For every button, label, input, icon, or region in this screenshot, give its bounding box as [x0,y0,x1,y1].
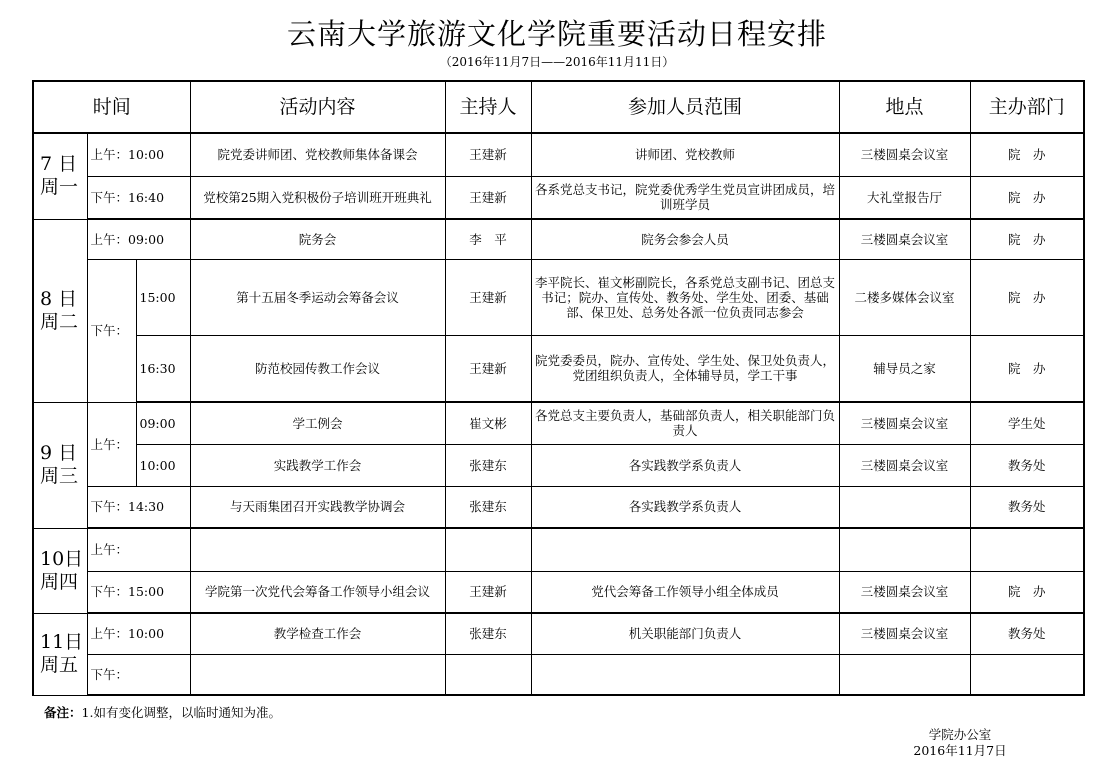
date-range-subtitle: （2016年11月7日——2016年11月11日） [439,55,675,69]
weekday-label: 周二 [40,310,79,333]
day-cell [33,613,87,695]
department-cell: 教务处 [970,444,1084,486]
location-cell: 三楼圆桌会议室 [839,444,970,486]
day-cell [33,402,87,528]
header-row [33,81,1084,133]
location-cell: 三楼圆桌会议室 [839,613,970,654]
department-cell [970,654,1084,695]
time-cell: 下午：14:30 [87,486,190,528]
participants-cell: 各实践教学系负责人 [531,444,839,486]
host-cell: 李 平 [445,219,531,259]
department-cell [970,528,1084,571]
activity-cell: 实践教学工作会 [190,444,445,486]
table-row [33,528,1084,571]
period-cell: 下午： [87,259,136,402]
location-cell [839,528,970,571]
weekday-label: 周一 [40,176,79,199]
participants-cell [531,654,839,695]
department-cell: 教务处 [970,486,1084,528]
header-activity: 活动内容 [190,81,445,133]
department-cell: 学生处 [970,402,1084,444]
department-cell: 院 办 [970,176,1084,219]
host-cell: 张建东 [445,613,531,654]
department-cell: 院 办 [970,219,1084,259]
document-title: 云南大学旅游文化学院重要活动日程安排 [286,17,827,51]
location-cell: 辅导员之家 [839,335,970,402]
table-row [33,444,1084,486]
time-cell: 09:00 [136,402,190,444]
header-time: 时间 [33,81,190,133]
activity-cell: 院党委讲师团、党校教师集体备课会 [190,133,445,176]
location-cell [839,486,970,528]
remarks-text: 1.如有变化调整，以临时通知为准。 [81,705,281,720]
host-cell: 张建东 [445,444,531,486]
header-department: 主办部门 [970,81,1084,133]
host-cell: 张建东 [445,486,531,528]
department-cell: 院 办 [970,335,1084,402]
table-row [33,571,1084,613]
schedule-table [32,80,1085,696]
weekday-label: 周三 [40,465,79,487]
header-host: 主持人 [445,81,531,133]
host-cell: 王建新 [445,259,531,335]
table-row [33,259,1084,335]
table-row [33,133,1084,176]
host-cell: 崔文彬 [445,402,531,444]
table-row [33,219,1084,259]
participants-cell [531,528,839,571]
table-row [33,654,1084,695]
location-cell: 二楼多媒体会议室 [839,259,970,335]
day-label: 10日 [40,547,84,570]
participants-cell: 各系党总支书记，院党委优秀学生党员宣讲团成员，培训班学员 [531,176,839,219]
time-cell: 16:30 [136,335,190,402]
day-label: 8 日 [40,287,78,310]
host-cell [445,528,531,571]
period-cell: 上午： [87,402,136,486]
host-cell: 王建新 [445,335,531,402]
participants-cell: 院党委委员，院办、宣传处、学生处、保卫处负责人，党团组织负责人，全体辅导员，学工干事 [531,335,839,402]
time-cell: 15:00 [136,259,190,335]
header-location: 地点 [839,81,970,133]
department-cell: 院 办 [970,571,1084,613]
activity-cell: 学院第一次党代会筹备工作领导小组会议 [190,571,445,613]
day-label: 7 日 [40,153,78,176]
remarks-label: 备注： [44,705,82,720]
header-participants: 参加人员范围 [531,81,839,133]
host-cell: 王建新 [445,133,531,176]
activity-cell [190,528,445,571]
location-cell: 三楼圆桌会议室 [839,402,970,444]
participants-cell: 各实践教学系负责人 [531,486,839,528]
participants-cell: 机关职能部门负责人 [531,613,839,654]
department-cell: 教务处 [970,613,1084,654]
location-cell [839,654,970,695]
issue-date: 2016年11月7日 [913,743,1007,758]
host-cell: 王建新 [445,571,531,613]
remarks [44,705,281,721]
activity-cell: 党校第25期入党积极份子培训班开班典礼 [190,176,445,219]
table-row [33,176,1084,219]
location-cell: 三楼圆桌会议室 [839,133,970,176]
table-row [33,402,1084,444]
table-row [33,613,1084,654]
time-cell: 下午： [87,654,190,695]
location-cell: 三楼圆桌会议室 [839,571,970,613]
activity-cell: 教学检查工作会 [190,613,445,654]
participants-cell: 讲师团、党校教师 [531,133,839,176]
time-cell: 下午：15:00 [87,571,190,613]
time-cell: 上午： [87,528,190,571]
time-cell: 下午：16:40 [87,176,190,219]
participants-cell: 李平院长、崔文彬副院长，各系党总支副书记、团总支书记；院办、宣传处、教务处、学生处、团委、基础部、保卫处、总务处各派一位负责同志参会 [531,259,839,335]
activity-cell: 与天雨集团召开实践教学协调会 [190,486,445,528]
participants-cell: 党代会筹备工作领导小组全体成员 [531,571,839,613]
table-row [33,335,1084,402]
activity-cell: 院务会 [190,219,445,259]
activity-cell: 第十五届冬季运动会筹备会议 [190,259,445,335]
day-cell [33,528,87,613]
issuing-office: 学院办公室 [928,727,992,742]
time-cell: 上午：10:00 [87,613,190,654]
department-cell: 院 办 [970,259,1084,335]
day-label: 11日 [40,631,84,653]
host-cell: 王建新 [445,176,531,219]
participants-cell: 各党总支主要负责人，基础部负责人，相关职能部门负责人 [531,402,839,444]
host-cell [445,654,531,695]
signoff [900,727,1020,759]
participants-cell: 院务会参会人员 [531,219,839,259]
time-cell: 上午：09:00 [87,219,190,259]
day-cell [33,133,87,219]
weekday-label: 周四 [40,570,79,593]
location-cell: 大礼堂报告厅 [839,176,970,219]
department-cell: 院 办 [970,133,1084,176]
day-label: 9 日 [40,442,78,464]
activity-cell: 防范校园传教工作会议 [190,335,445,402]
activity-cell: 学工例会 [190,402,445,444]
time-cell: 上午：10:00 [87,133,190,176]
time-cell: 10:00 [136,444,190,486]
location-cell: 三楼圆桌会议室 [839,219,970,259]
day-cell [33,219,87,402]
activity-cell [190,654,445,695]
weekday-label: 周五 [40,654,79,676]
table-row [33,486,1084,528]
